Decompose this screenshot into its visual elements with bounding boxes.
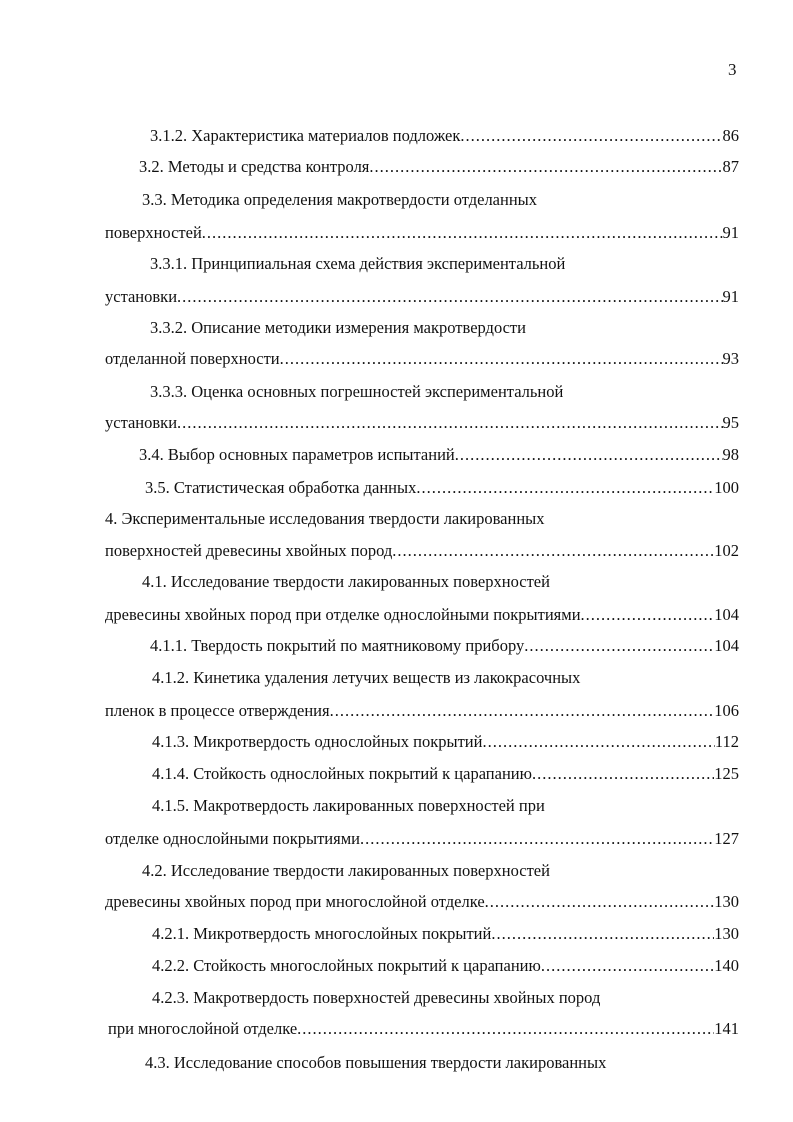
toc-leader-dots — [491, 923, 714, 945]
toc-entry — [152, 923, 739, 945]
toc-leader-dots — [280, 348, 723, 370]
toc-leader-dots — [416, 477, 714, 499]
toc-entry — [152, 667, 580, 689]
toc-leader-dots — [532, 763, 714, 785]
toc-leader-dots — [455, 444, 723, 466]
toc-entry-title: 3.5. Статистическая обработка данных — [145, 478, 417, 497]
toc-entry — [150, 253, 565, 275]
toc-entry-page: 98 — [722, 445, 739, 464]
toc-entry — [105, 540, 739, 562]
toc-entry-page: 112 — [714, 732, 739, 751]
toc-leader-dots — [541, 955, 714, 977]
toc-entry-page: 95 — [722, 413, 739, 432]
toc-entry — [145, 1052, 606, 1074]
toc-entry-title: отделанной поверхности — [105, 349, 280, 368]
toc-entry-page: 130 — [714, 924, 739, 943]
toc-entry-title: установки — [105, 287, 178, 306]
toc-leader-dots — [482, 731, 714, 753]
toc-entry — [105, 828, 739, 850]
toc-entry — [142, 860, 550, 882]
toc-entry-title: 3.2. Методы и средства контроля — [139, 157, 370, 176]
toc-entry-page: 87 — [722, 157, 739, 176]
toc-entry — [105, 508, 545, 530]
toc-entry-title: установки — [105, 413, 178, 432]
toc-entry-page: 141 — [714, 1019, 739, 1038]
toc-entry-page: 140 — [714, 956, 739, 975]
toc-entry-page: 100 — [714, 478, 739, 497]
toc-entry-title: 3.1.2. Характеристика материалов подложек — [150, 126, 461, 145]
toc-entry — [142, 189, 537, 211]
toc-entry-page: 91 — [722, 287, 739, 306]
toc-entry — [152, 795, 545, 817]
toc-entry-title: 4.1.5. Макротвердость лакированных поверхностей при — [152, 796, 545, 815]
toc-entry-title: древесины хвойных пород при отделке однослойными покрытиями — [105, 605, 581, 624]
toc-entry-page: 125 — [714, 764, 739, 783]
toc-leader-dots — [524, 635, 714, 657]
toc-entry-page: 130 — [714, 892, 739, 911]
toc-leader-dots — [177, 412, 722, 434]
toc-leader-dots — [392, 540, 714, 562]
toc-leader-dots — [460, 125, 722, 147]
toc-leader-dots — [177, 286, 722, 308]
toc-entry-title: 3.3.1. Принципиальная схема действия экспериментальной — [150, 254, 566, 273]
toc-entry-title: 3.3.2. Описание методики измерения макротвердости — [150, 318, 526, 337]
toc-entry-title: 4.1.1. Твердость покрытий по маятниковому прибору — [150, 636, 525, 655]
toc-entry-page: 104 — [714, 605, 739, 624]
toc-leader-dots — [360, 828, 714, 850]
toc-entry — [105, 700, 739, 722]
toc-leader-dots — [581, 604, 715, 626]
toc-entry-page: 104 — [714, 636, 739, 655]
page-number: 3 — [728, 60, 737, 79]
toc-entry — [152, 987, 600, 1009]
toc-entry-page: 102 — [714, 541, 739, 560]
toc-entry-title: 4.2.2. Стойкость многослойных покрытий к царапанию — [152, 956, 541, 975]
toc-leader-dots — [330, 700, 715, 722]
toc-entry — [108, 1018, 739, 1040]
toc-entry — [150, 125, 739, 147]
toc-entry-title: древесины хвойных пород при многослойной отделке — [105, 892, 485, 911]
toc-entry — [105, 412, 739, 434]
toc-entry — [152, 731, 739, 753]
toc-entry — [145, 477, 739, 499]
toc-entry-title: 4.1. Исследование твердости лакированных поверхностей — [142, 572, 550, 591]
toc-entry — [105, 286, 739, 308]
toc-entry-page: 106 — [714, 701, 739, 720]
toc-entry-title: 4.1.4. Стойкость однослойных покрытий к царапанию — [152, 764, 532, 783]
toc-entry-title: 4.2.1. Микротвердость многослойных покрытий — [152, 924, 492, 943]
toc-entry-title: 4.3. Исследование способов повышения твердости лакированных — [145, 1053, 607, 1072]
toc-entry — [105, 891, 739, 913]
toc-entry-title: 4. Экспериментальные исследования твердости лакированных — [105, 509, 545, 528]
toc-entry — [142, 571, 550, 593]
toc-leader-dots — [485, 891, 715, 913]
toc-entry-title: при многослойной отделке — [108, 1019, 298, 1038]
toc-entry-page: 86 — [722, 126, 739, 145]
toc-entry — [152, 955, 739, 977]
toc-entry-title: поверхностей древесины хвойных пород — [105, 541, 393, 560]
toc-entry — [150, 381, 563, 403]
toc-entry — [105, 222, 739, 244]
toc-entry-title: 3.3.3. Оценка основных погрешностей экспериментальной — [150, 382, 564, 401]
toc-entry-title: 3.3. Методика определения макротвердости отделанных — [142, 190, 538, 209]
toc-entry — [152, 763, 739, 785]
toc-entry — [139, 444, 739, 466]
toc-leader-dots — [369, 156, 722, 178]
toc-entry-title: 4.1.3. Микротвердость однослойных покрытий — [152, 732, 483, 751]
toc-entry-title: 4.2. Исследование твердости лакированных поверхностей — [142, 861, 550, 880]
toc-entry — [105, 348, 739, 370]
toc-entry — [105, 604, 739, 626]
toc-entry-page: 127 — [714, 829, 739, 848]
toc-entry-page: 91 — [722, 223, 739, 242]
toc-entry-title: пленок в процессе отверждения — [105, 701, 330, 720]
toc-entry — [150, 635, 739, 657]
toc-entry-title: 4.2.3. Макротвердость поверхностей древесины хвойных пород — [152, 988, 601, 1007]
toc-entry-title: 4.1.2. Кинетика удаления летучих веществ из лакокрасочных — [152, 668, 581, 687]
toc-entry — [150, 317, 526, 339]
toc-entry-title: отделке однослойными покрытиями — [105, 829, 360, 848]
toc-entry — [139, 156, 739, 178]
toc-entry-title: 3.4. Выбор основных параметров испытаний — [139, 445, 455, 464]
toc-entry-title: поверхностей — [105, 223, 202, 242]
toc-leader-dots — [297, 1018, 714, 1040]
toc-leader-dots — [202, 222, 723, 244]
toc-entry-page: 93 — [722, 349, 739, 368]
